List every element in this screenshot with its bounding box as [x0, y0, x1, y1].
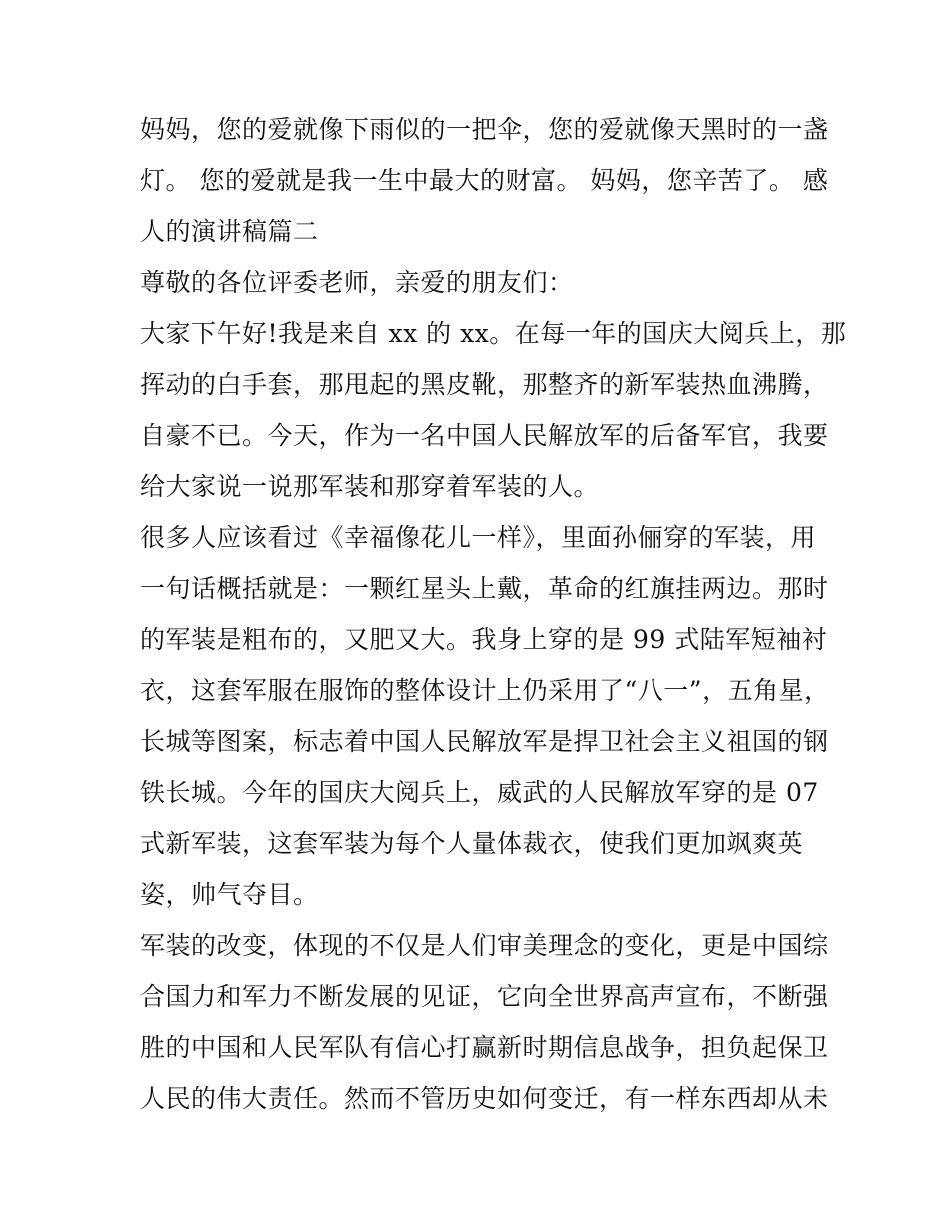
text-line: 人民的伟大责任。然而不管历史如何变迁，有一样东西却从未 — [140, 1084, 829, 1113]
text-line: 给大家说一说那军装和那穿着军装的人。 — [140, 472, 600, 501]
text-line: 铁长城。今年的国庆大阅兵上，威武的人民解放军穿的是 07 — [140, 778, 819, 807]
speech-text-block — [140, 104, 847, 1124]
text-line: 挥动的白手套，那甩起的黑皮靴，那整齐的新军装热血沸腾， — [140, 370, 829, 399]
text-line: 胜的中国和人民军队有信心打赢新时期信息战争，担负起保卫 — [140, 1033, 829, 1062]
text-line: 大家下午好!我是来自 xx 的 xx。在每一年的国庆大阅兵上，那 — [140, 319, 847, 348]
text-line: 长城等图案，标志着中国人民解放军是捍卫社会主义祖国的钢 — [140, 727, 829, 756]
text-line: 军装的改变，体现的不仅是人们审美理念的变化，更是中国综 — [140, 931, 829, 960]
text-line: 衣，这套军服在服饰的整体设计上仍采用了“八一”，五角星， — [140, 676, 830, 705]
section-heading-line: 人的演讲稿篇二 — [140, 217, 319, 246]
text-line: 妈妈，您的爱就像下雨似的一把伞，您的爱就像天黑时的一盏 — [140, 115, 829, 144]
text-line: 姿，帅气夺目。 — [140, 880, 319, 909]
text-line: 很多人应该看过《幸福像花儿一样》，里面孙俪穿的军装，用 — [140, 523, 817, 552]
text-line: 灯。 您的爱就是我一生中最大的财富。 妈妈，您辛苦了。 感 — [140, 166, 829, 195]
text-line: 一句话概括就是：一颗红星头上戴，革命的红旗挂两边。那时 — [140, 574, 829, 603]
text-line: 合国力和军力不断发展的见证，它向全世界高声宣布，不断强 — [140, 982, 829, 1011]
text-line: 的军装是粗布的，又肥又大。我身上穿的是 99 式陆军短袖衬 — [140, 625, 828, 654]
salutation-line: 尊敬的各位评委老师，亲爱的朋友们： — [140, 268, 574, 297]
text-line: 式新军装，这套军装为每个人量体裁衣，使我们更加飒爽英 — [140, 829, 804, 858]
text-line: 自豪不已。今天，作为一名中国人民解放军的后备军官，我要 — [140, 421, 829, 450]
